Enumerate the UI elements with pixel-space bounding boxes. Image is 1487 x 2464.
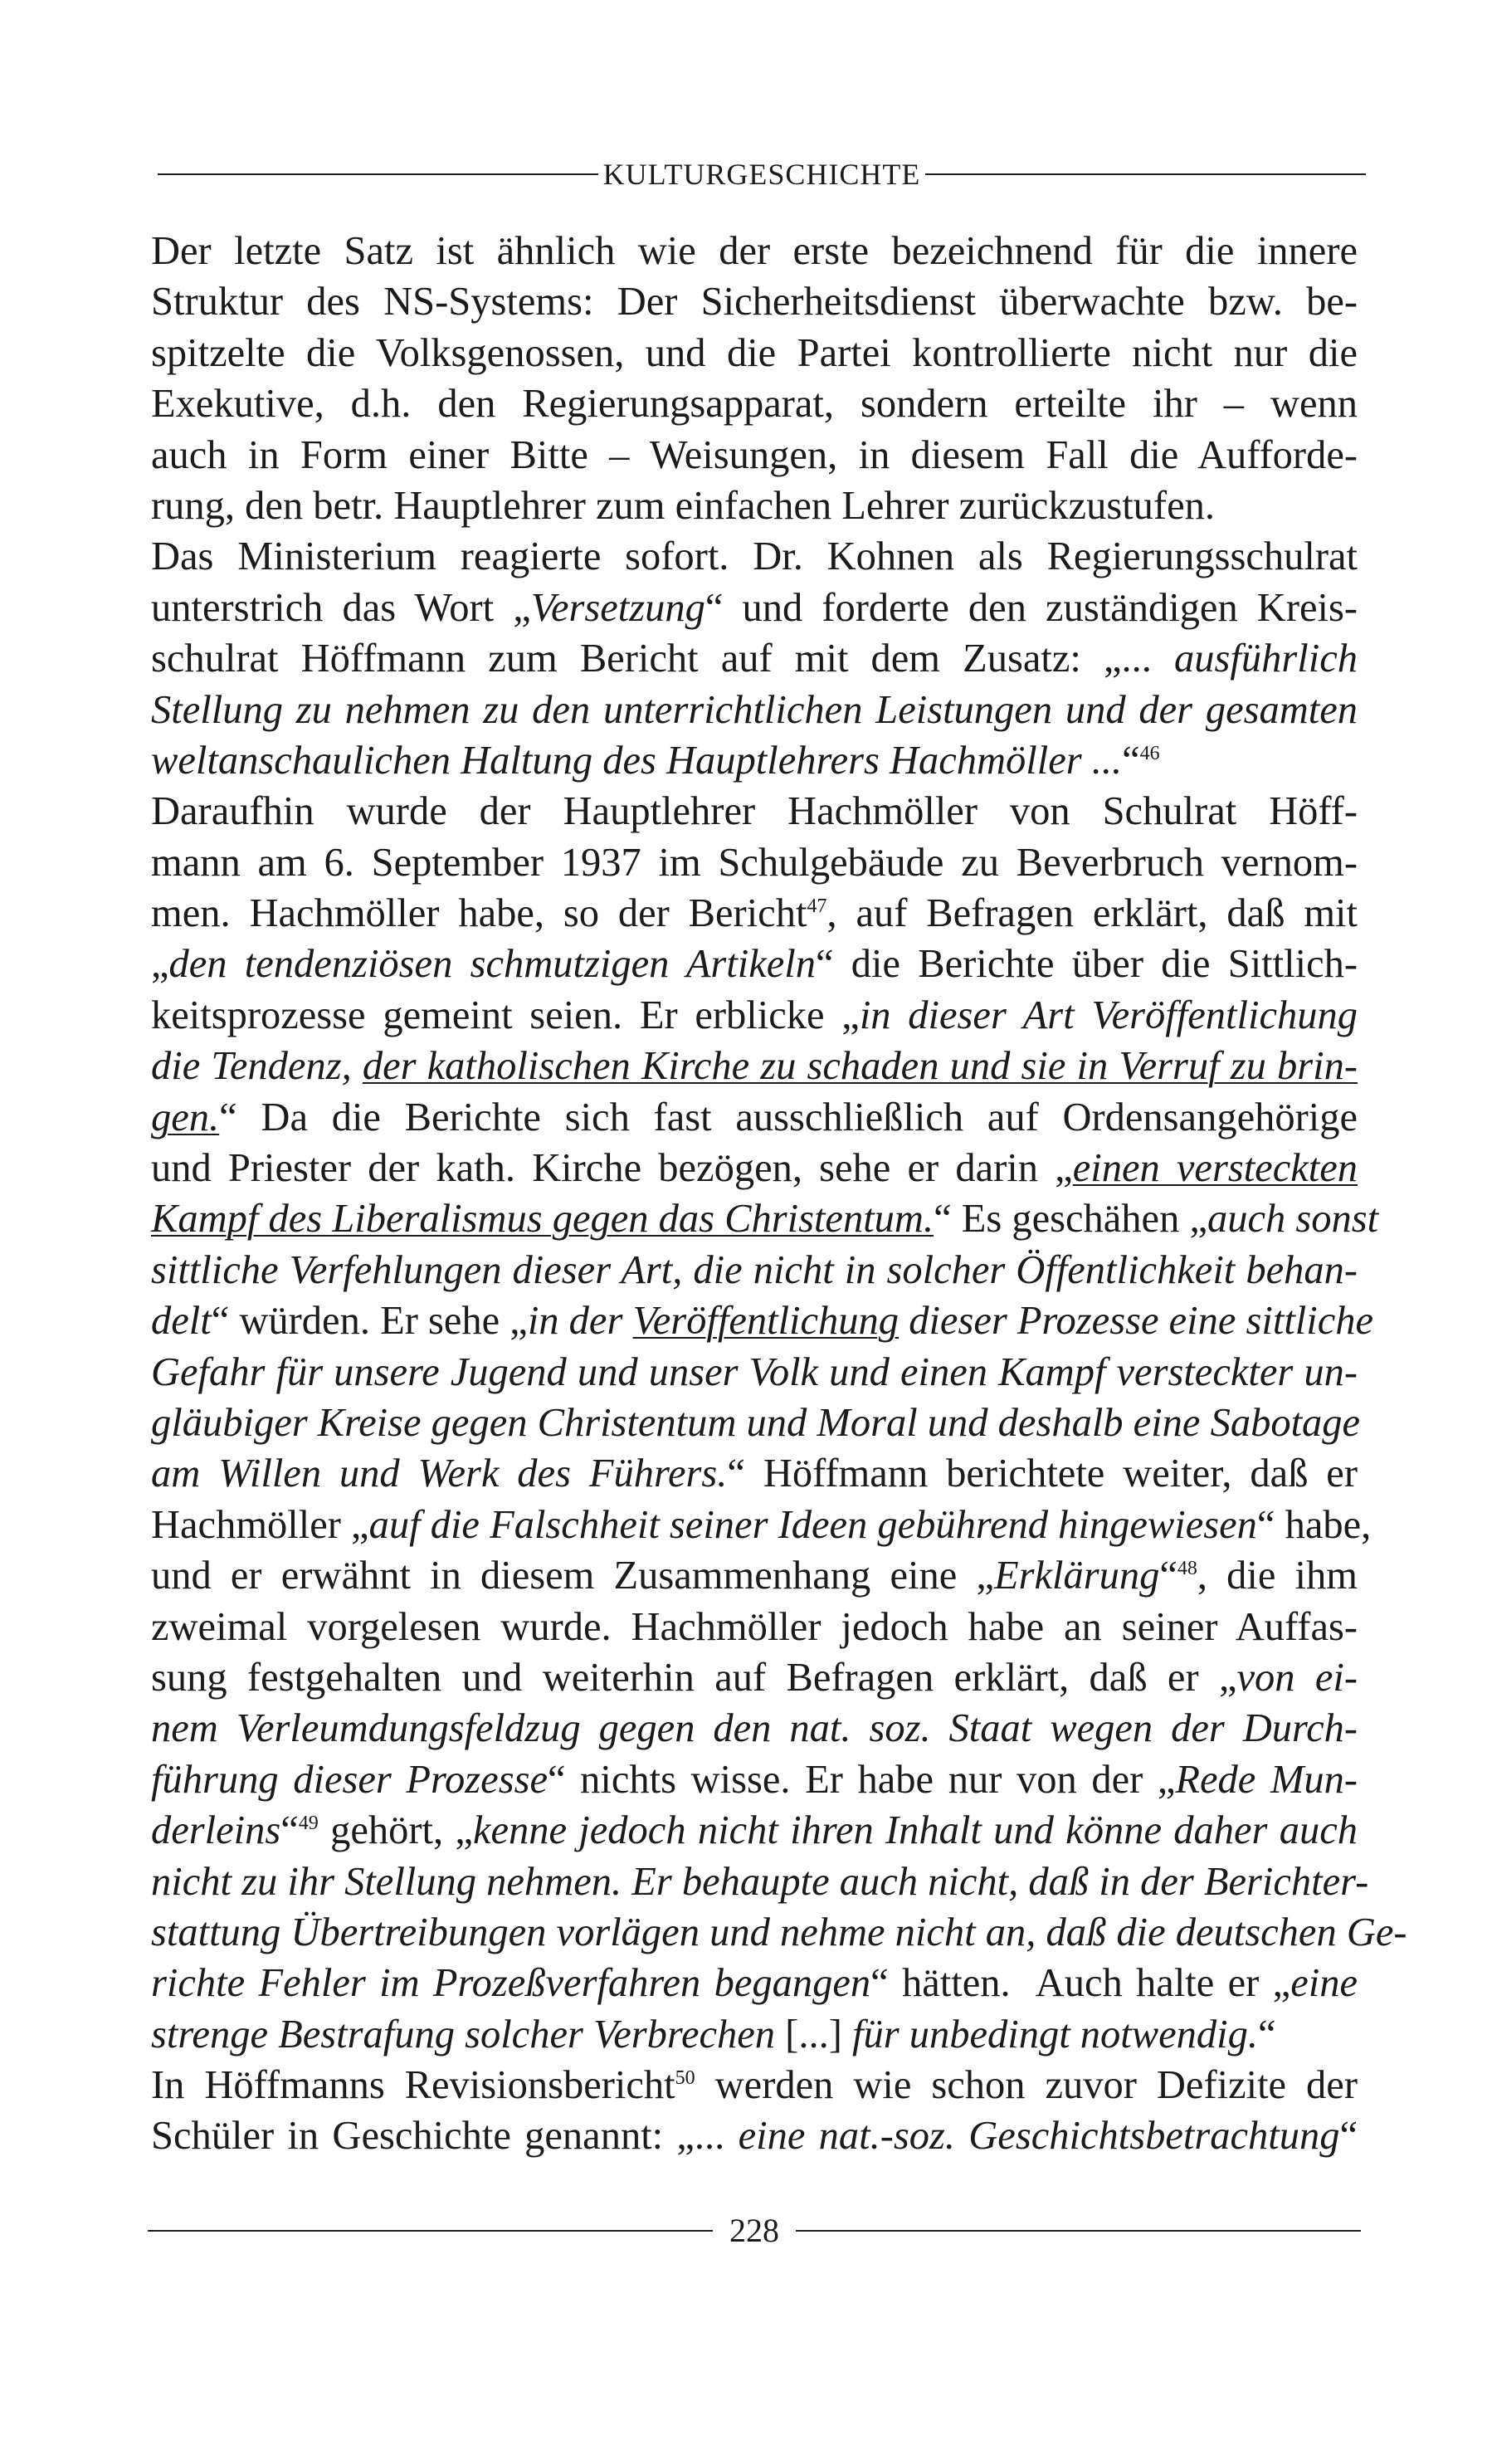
text-line bbox=[151, 990, 1358, 1041]
header-rule-right bbox=[925, 173, 1366, 175]
text-line bbox=[151, 735, 1358, 786]
text-line bbox=[151, 1448, 1358, 1499]
text-segment: unterstrich das Wort „ bbox=[151, 585, 531, 630]
footnote-ref: 50 bbox=[675, 2066, 695, 2089]
text-line bbox=[151, 430, 1358, 481]
text-line bbox=[151, 1857, 1369, 1907]
text-line bbox=[151, 2009, 1358, 2060]
text-segment: von ei- bbox=[1236, 1655, 1358, 1700]
text-segment: “ nichts wisse. Er habe nur von der „ bbox=[548, 1757, 1176, 1802]
text-segment: “ würden. Er sehe „ bbox=[211, 1299, 528, 1344]
text-segment: für unbedingt notwendig. bbox=[841, 2012, 1259, 2057]
text-segment: eine nat.-soz. Geschichtsbetrachtung bbox=[738, 2114, 1340, 2159]
page-footer bbox=[148, 2214, 1361, 2247]
text-segment: schulrat Höffmann zum Bericht auf mit dem Zusatz: „... bbox=[151, 637, 1175, 681]
text-line bbox=[151, 1092, 1358, 1143]
text-segment: strenge Bestrafung solcher Verbrechen bbox=[151, 2012, 786, 2057]
text-segment: Hachmöller „ bbox=[151, 1502, 369, 1547]
text-segment: , auf Befragen erklärt, daß mit bbox=[826, 891, 1358, 936]
text-line bbox=[151, 2060, 1358, 2110]
text-segment: und er erwähnt in diesem Zusammenhang eine „ bbox=[151, 1554, 994, 1598]
text-segment: delt bbox=[151, 1299, 212, 1344]
text-segment: in der bbox=[527, 1299, 633, 1344]
text-line bbox=[151, 583, 1358, 633]
text-segment: die Tendenz, bbox=[151, 1044, 363, 1089]
text-segment: men. Hachmöller habe, so der Bericht bbox=[151, 891, 807, 936]
text-line bbox=[151, 1652, 1358, 1703]
text-line bbox=[151, 1245, 1358, 1295]
text-line bbox=[151, 1193, 1379, 1244]
text-segment: “ die Berichte über die Sittlich- bbox=[815, 942, 1358, 987]
text-segment: “ bbox=[1339, 2114, 1358, 2159]
text-segment: “ Da die Berichte sich fast ausschließlich auf Ordensangehörige bbox=[219, 1095, 1358, 1139]
text-line bbox=[151, 531, 1358, 582]
page-number: 228 bbox=[729, 2212, 779, 2249]
text-segment: eine bbox=[1290, 1961, 1358, 2006]
text-segment: sung festgehalten und weiterhin auf Befragen erklärt, daß er „ bbox=[151, 1655, 1237, 1700]
text-line bbox=[151, 1703, 1358, 1754]
text-segment: der katholischen Kirche zu schaden und sie in Verruf zu brin- bbox=[362, 1044, 1358, 1089]
text-segment: derleins bbox=[151, 1808, 281, 1853]
footer-rule-right bbox=[796, 2230, 1361, 2232]
text-segment: , die ihm bbox=[1197, 1554, 1358, 1598]
text-line bbox=[151, 226, 1358, 276]
text-segment: [...] bbox=[785, 2012, 842, 2057]
text-segment: weltanschaulichen Haltung des Hauptlehrers Hachmöller ... bbox=[151, 738, 1123, 783]
text-segment: nicht zu ihr Stellung nehmen. Er behaupte auch nicht, daß in der Berichter- bbox=[151, 1859, 1369, 1904]
text-segment: nem Verleumdungsfeldzug gegen den nat. soz. Staat wegen der Durch- bbox=[151, 1706, 1358, 1751]
body-text bbox=[151, 226, 1407, 2162]
running-header bbox=[158, 159, 1366, 189]
text-segment: Struktur des NS-Systems: Der Sicherheitsdienst überwachte bzw. be- bbox=[151, 280, 1358, 324]
text-segment: “ bbox=[1159, 1554, 1177, 1598]
text-line bbox=[151, 1347, 1358, 1398]
text-segment: “ Es geschähen „ bbox=[934, 1197, 1207, 1242]
text-segment: Exekutive, d.h. den Regierungsapparat, sondern erteilte ihr – wenn bbox=[151, 382, 1358, 427]
text-segment: stattung Übertreibungen vorlägen und nehme nicht an, daß die deutschen Ge- bbox=[151, 1910, 1407, 1954]
text-segment: auf die Falschheit seiner Ideen gebührend hingewiesen bbox=[368, 1502, 1257, 1547]
text-segment: mann am 6. September 1937 im Schulgebäude zu Beverbruch vernom- bbox=[151, 840, 1358, 885]
text-line bbox=[151, 1500, 1372, 1550]
text-line bbox=[151, 1041, 1358, 1091]
text-segment: Schüler in Geschichte genannt: „... bbox=[151, 2114, 739, 2159]
footnote-ref: 46 bbox=[1139, 742, 1160, 764]
text-segment: ausführlich bbox=[1174, 637, 1358, 681]
text-line bbox=[151, 633, 1358, 684]
text-segment: “ und forderte den zuständigen Kreis- bbox=[704, 585, 1358, 630]
text-line bbox=[151, 837, 1358, 888]
text-segment: Rede Mun- bbox=[1175, 1757, 1358, 1802]
text-segment: sittliche Verfehlungen dieser Art, die nicht in solcher Öffentlichkeit behan- bbox=[151, 1247, 1358, 1292]
text-segment: Stellung zu nehmen zu den unterrichtlichen Leistungen und der gesamten bbox=[151, 687, 1358, 732]
text-line bbox=[151, 786, 1358, 837]
text-segment: kenne jedoch nicht ihren Inhalt und könne daher auch bbox=[472, 1808, 1358, 1853]
text-segment: Das Ministerium reagierte sofort. Dr. Kohnen als Regierungsschulrat bbox=[151, 534, 1358, 579]
text-line bbox=[151, 1398, 1361, 1448]
text-line bbox=[151, 378, 1358, 429]
text-segment: “ bbox=[1258, 2012, 1276, 2057]
text-segment: gen. bbox=[151, 1095, 220, 1139]
text-segment: auch in Form einer Bitte – Weisungen, in diesem Fall die Aufforde- bbox=[151, 432, 1358, 477]
text-segment: rung, den betr. Hauptlehrer zum einfachen Lehrer zurückzustufen. bbox=[151, 483, 1215, 528]
text-line bbox=[151, 276, 1358, 327]
text-segment: Erklärung bbox=[993, 1554, 1160, 1598]
text-segment: “ hätten. Auch halte er „ bbox=[870, 1961, 1291, 2006]
text-segment: Der letzte Satz ist ähnlich wie der erste bezeichnend für die innere bbox=[151, 229, 1358, 273]
text-line bbox=[151, 1295, 1374, 1346]
text-line bbox=[151, 1550, 1358, 1601]
footnote-ref: 48 bbox=[1177, 1558, 1197, 1579]
text-line bbox=[151, 2110, 1358, 2161]
text-line bbox=[151, 1907, 1407, 1958]
text-line bbox=[151, 1754, 1358, 1805]
text-segment: „ bbox=[151, 942, 169, 987]
text-line bbox=[151, 1143, 1358, 1193]
text-segment: In Höffmanns Revisionsbericht bbox=[151, 2063, 675, 2108]
footer-rule-left bbox=[148, 2230, 713, 2232]
text-segment: zweimal vorgelesen wurde. Hachmöller jedoch habe an seiner Auffas- bbox=[151, 1604, 1358, 1649]
text-segment: richte Fehler im Prozeßverfahren begangen bbox=[151, 1961, 871, 2006]
text-segment: “ bbox=[1122, 738, 1140, 783]
footnote-ref: 49 bbox=[298, 1812, 319, 1834]
text-segment: auch sonst bbox=[1207, 1197, 1379, 1242]
text-segment: am Willen und Werk des Führers. bbox=[151, 1452, 728, 1496]
text-line bbox=[151, 685, 1358, 735]
text-segment: einen versteckten bbox=[1072, 1146, 1358, 1191]
text-segment: gläubiger Kreise gegen Christentum und Moral und deshalb eine Sabotage bbox=[151, 1400, 1361, 1445]
text-segment: Versetzung bbox=[530, 585, 705, 630]
text-segment: und Priester der kath. Kirche bezögen, sehe er darin „ bbox=[151, 1146, 1073, 1191]
text-segment: in dieser Art Veröffentlichung bbox=[859, 993, 1358, 1037]
text-line bbox=[151, 1958, 1358, 2008]
text-segment: “ bbox=[280, 1808, 299, 1853]
text-segment: werden wie schon zuvor Defizite der bbox=[695, 2063, 1358, 2108]
text-segment: gehört, „ bbox=[318, 1808, 473, 1853]
text-line bbox=[151, 888, 1358, 939]
text-segment: “ Höffmann berichtete weiter, daß er bbox=[727, 1452, 1358, 1496]
text-line bbox=[151, 1602, 1358, 1652]
text-segment: Daraufhin wurde der Hauptlehrer Hachmöller von Schulrat Höff- bbox=[151, 789, 1358, 834]
text-segment: spitzelte die Volksgenossen, und die Partei kontrollierte nicht nur die bbox=[151, 330, 1358, 375]
text-segment: führung dieser Prozesse bbox=[151, 1757, 548, 1802]
text-segment: Veröffentlichung bbox=[632, 1299, 900, 1344]
text-segment: keitsprozesse gemeint seien. Er erblicke „ bbox=[151, 993, 860, 1037]
text-segment: “ habe, bbox=[1256, 1502, 1372, 1547]
text-line bbox=[151, 328, 1358, 378]
text-line bbox=[151, 1805, 1358, 1856]
header-rule-left bbox=[158, 173, 598, 175]
section-title: KULTURGESCHICHTE bbox=[602, 158, 921, 191]
text-segment: den tendenziösen schmutzigen Artikeln bbox=[168, 942, 816, 987]
text-segment: Gefahr für unsere Jugend und unser Volk und einen Kampf versteckter un- bbox=[151, 1349, 1358, 1394]
footnote-ref: 47 bbox=[807, 895, 827, 917]
text-line bbox=[151, 481, 1358, 531]
text-line bbox=[151, 939, 1358, 989]
text-segment: dieser Prozesse eine sittliche bbox=[899, 1299, 1374, 1344]
text-segment: Kampf des Liberalismus gegen das Christentum. bbox=[151, 1197, 934, 1242]
